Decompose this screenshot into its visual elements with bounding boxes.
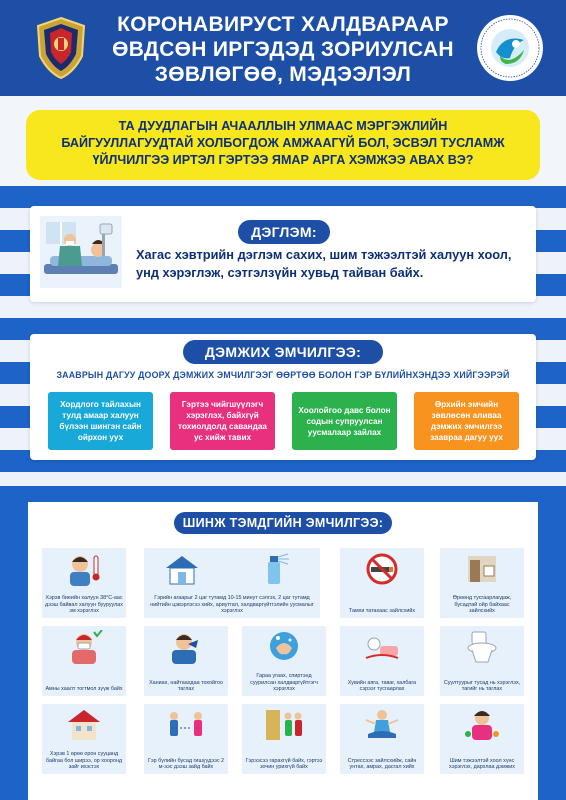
meditation-icon: [362, 708, 402, 742]
symptom-cell: [340, 704, 424, 774]
symptom-cell: [440, 548, 524, 618]
symptom-cell: [242, 704, 326, 774]
support-card: [48, 392, 153, 450]
supportive-heading: ДЭМЖИХ ЭМЧИЛГЭЭ:: [183, 340, 383, 364]
symptom-cell: [144, 626, 228, 696]
support-card-text: Хоолойгоо давс болон содын супруулсан уусмалаар зайлах: [298, 405, 391, 437]
regimen-heading: ДЭГЛЭМ:: [238, 220, 330, 244]
symptom-text: Өрөөнд тусгаарлагдаж, бусадтай ойр байхаас зайлсхийх: [452, 595, 512, 615]
coughing-person-icon: [166, 630, 206, 664]
support-card-text: Өрхийн эмчийн зөвлөсөн аливаа дэмжих эмчилгээ заавраа дагуу уух: [430, 400, 503, 442]
symptom-text: Гараа угаах, спиртэнд суурилсан халдваргүйтгэгч хэрэглэх: [250, 673, 318, 693]
supportive-subtitle: ЗААВРЫН ДАГУУ ДООРХ ДЭМЖИХ ЭМЧИЛГЭЭГ ӨӨРТӨӨ БОЛОН ГЭР БҮЛИЙНХЭНДЭЭ ХИЙГЭЭРЭЙ: [56, 370, 510, 380]
symptom-cell: [42, 548, 126, 618]
question-line: БАЙГУУЛЛАГУУДТАЙ ХОЛБОГДОЖ АМЖААГҮЙ БОЛ, ЭСВЭЛ ТУСЛАМЖ: [61, 136, 505, 150]
symptom-cell: [42, 704, 126, 774]
question-line: ТА ДУУДЛАГЫН АЧААЛЛЫН УЛМААС МЭРГЭЖЛИЙН: [118, 119, 448, 133]
people-distance-icon: [264, 708, 304, 742]
symptom-cell: [42, 626, 126, 696]
police-emblem-icon: [34, 16, 88, 80]
title-line: ЗӨВЛӨГӨӨ, МЭДЭЭЛЭЛ: [154, 63, 412, 86]
symptom-heading: ШИНЖ ТЭМДГИЙН ЭМЧИЛГЭЭ:: [174, 512, 392, 534]
question-line: ҮЙЛЧИЛГЭЭ ИРТЭЛ ГЭРТЭЭ ЯМАР АРГА ХЭМЖЭЭ АВАХ ВЭ?: [92, 153, 474, 167]
symptom-cell: [340, 626, 424, 696]
symptom-text: Тамхи татахаас зайлсхийх: [348, 608, 416, 615]
patient-in-bed-icon: [40, 216, 122, 288]
health-center-logo-icon: [476, 14, 544, 82]
symptom-cell: [340, 548, 424, 618]
mask-person-icon: [64, 630, 104, 664]
support-card: [292, 392, 397, 450]
symptom-cell: [242, 626, 326, 696]
page-title: [96, 12, 470, 87]
symptom-text: Хэрэв биеийн халуун 38°C-аас дээш байвал халуун бууруулах эм хэрэглэх: [45, 595, 123, 615]
symptom-text: Хувийн аяга, таваг, халбага сэрээг тусгаарлах: [347, 679, 417, 693]
title-line: КОРОНАВИРУСТ ХАЛДВАРААР: [117, 13, 449, 36]
symptom-text: Амны хаалт тогтмол зүүж байх: [45, 686, 123, 693]
healthy-food-icon: [462, 708, 502, 742]
toilet-icon: [462, 630, 502, 664]
symptom-text: Ханиах, найтаахдаа тохойгоо таглах: [149, 679, 223, 693]
support-card-text: Хордлого тайлахын тулд амаар халуун бүлээн шингэн сайн ойрхон уух: [59, 400, 142, 442]
support-card: [170, 392, 275, 450]
symptom-text: Гэрийн агаарыг 2 цаг тутамд 10-15 минут сэлгэх, 2 цаг тутамд нийтийн цэвэрлэгээ хийх, ариутгал, халдваргүйтгэлийн уусмалыг хэрэглэх: [150, 595, 314, 615]
symptom-cell: [144, 704, 228, 774]
symptom-text: Хэрэв 1 өрөө орон сууцанд байгаа бол ширээ, ор хооронд зайг ихэсгэх: [46, 751, 122, 771]
spray-bottle-icon: [254, 552, 294, 586]
symptom-text: Стрессээс зайлсхийж, сайн унтах, амрах, дасгал хийх: [347, 757, 417, 771]
thermometer-icon: [64, 552, 104, 586]
symptom-text: Гэр бүлийн бусад гишүүдээс 2 м-ээс дээш зайд байх: [147, 757, 225, 771]
title-line: ӨВДСӨН ИРГЭДЭД ЗОРИУЛСАН: [112, 38, 454, 61]
house-ventilation-icon: [162, 552, 202, 586]
room-icon: [462, 552, 502, 586]
symptom-cell: [440, 704, 524, 774]
family-home-icon: [64, 708, 104, 742]
family-distance-icon: [166, 708, 206, 742]
support-card-text: Гэртээ чийгшүүлэгч хэрэглэх, байхгүй тохиолдолд савандаа ус хийж тавих: [178, 400, 267, 442]
symptom-text: Шим тэжээлтэй хоол хүнс хэрэглэх, дархлаа дэмжих: [449, 757, 515, 771]
question-box: [26, 110, 540, 180]
hand-washing-icon: [264, 630, 304, 664]
symptom-cell: [144, 548, 320, 618]
regimen-text: Хагас хэвтрийн дэглэм сахих, шим тэжээлтэй халуун хоол, унд хэрэглэж, сэтгэлзүйн хувьд тайван байх.: [136, 247, 512, 280]
symptom-text: Суултуурыг тусад нь хэрэглэх, тагийг нь таглах: [443, 679, 521, 693]
symptom-cell: [440, 626, 524, 696]
separate-utensils-icon: [362, 630, 402, 664]
support-card: [414, 392, 519, 450]
symptom-text: Гэрээсээ гарахгүй байх, гэртээ зочин урихгүй байх: [245, 757, 323, 771]
no-smoking-icon: [362, 552, 402, 586]
